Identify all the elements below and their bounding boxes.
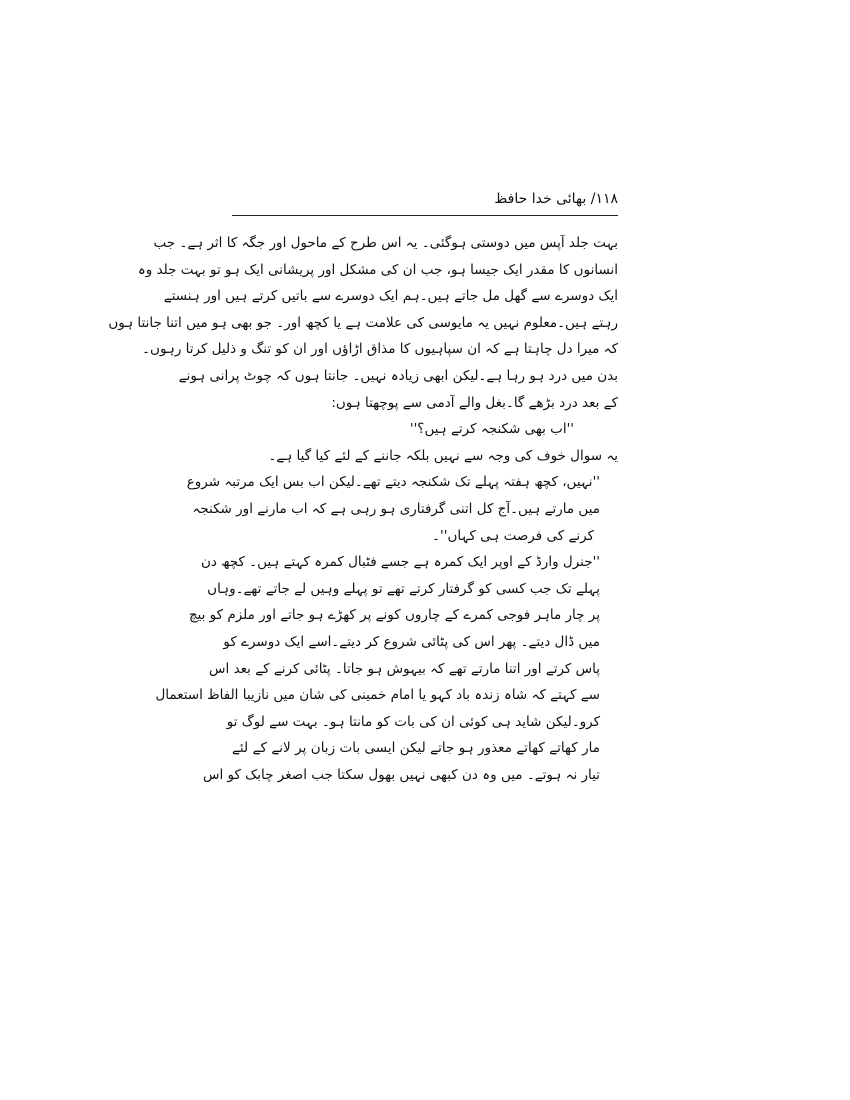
- text-line: کرنے کی فرصت ہی کہاں''۔: [432, 527, 594, 544]
- text-line: مار کھاتے کھاتے معذور ہو جاتے لیکن ایسی بات زبان پر لانے کے لئے: [232, 740, 600, 757]
- text-line: بدن میں درد ہو رہا ہے۔لیکن ابھی زیادہ نہیں۔ جانتا ہوں کہ چوٹ پرانی ہونے: [178, 367, 618, 384]
- text-line: رہتے ہیں۔معلوم نہیں یہ مایوسی کی علامت ہے یا کچھ اور۔ جو بھی ہو میں اتنا جانتا ہوں: [108, 314, 618, 331]
- text-line: ''اب بھی شکنجہ کرتے ہیں؟'': [409, 421, 574, 438]
- header-rule: [232, 215, 618, 216]
- text-line: ایک دوسرے سے گھل مل جاتے ہیں۔ہم ایک دوسرے سے باتیں کرتے ہیں اور ہنستے: [163, 288, 618, 305]
- text-line: پاس کرتے اور اتنا مارتے تھے کہ بیہوش ہو جاتا۔ پٹائی کرنے کے بعد اس: [209, 660, 600, 677]
- text-line: کے بعد درد بڑھے گا۔بغل والے آدمی سے پوچھتا ہوں:: [331, 394, 618, 411]
- text-line: کرو۔لیکن شاید ہی کوئی ان کی بات کو مانتا ہو۔ بہت سے لوگ تو: [226, 713, 600, 730]
- text-line: یہ سوال خوف کی وجہ سے نہیں بلکہ جاننے کے لئے کیا گیا ہے۔: [268, 447, 618, 464]
- text-line: سے کہتے کہ شاہ زندہ باد کہو یا امام خمینی کی شان میں نازیبا الفاظ استعمال: [155, 687, 600, 704]
- text-line: میں مارتے ہیں۔آج کل اتنی گرفتاری ہو رہی ہے کہ اب مارنے اور شکنجہ: [192, 500, 600, 517]
- running-header: ۱۱۸/ بھائی خدا حافظ: [494, 191, 618, 207]
- text-line: کہ میرا دل چاہتا ہے کہ ان سپاہیوں کا مذاق اڑاؤں اور ان کو تنگ و ذلیل کرتا رہوں۔: [142, 341, 618, 358]
- text-line: میں ڈال دیتے۔ پھر اس کی پٹائی شروع کر دیتے۔اسے ایک دوسرے کو: [223, 633, 600, 650]
- text-line: بہت جلد آپس میں دوستی ہوگئی۔ یہ اس طرح کے ماحول اور جگہ کا اثر ہے۔ جب: [153, 235, 618, 251]
- text-line: تیار نہ ہوتے۔ میں وہ دن کبھی نہیں بھول سکتا جب اصغر چابک کو اس: [202, 766, 600, 783]
- text-line: ''نہیں، کچھ ہفتہ پہلے تک شکنجہ دیتے تھے۔لیکن اب بس ایک مرتبہ شروع: [186, 474, 600, 491]
- text-line: ''جنرل وارڈ کے اوپر ایک کمرہ ہے جسے فٹبال کمرہ کہتے ہیں۔ کچھ دن: [200, 554, 600, 571]
- text-line: پر چار ماہر فوجی کمرے کے چاروں کونے پر کھڑے ہو جاتے اور ملزم کو بیچ: [188, 607, 600, 624]
- text-line: پہلے تک جب کسی کو گرفتار کرتے تھے تو پہلے وہیں لے جاتے تھے۔وہاں: [207, 580, 600, 597]
- text-line: انسانوں کا مقدر ایک جیسا ہو، جب ان کی مشکل اور پریشانی ایک ہو تو بہت جلد وہ: [137, 261, 618, 278]
- body-text: [108, 230, 618, 788]
